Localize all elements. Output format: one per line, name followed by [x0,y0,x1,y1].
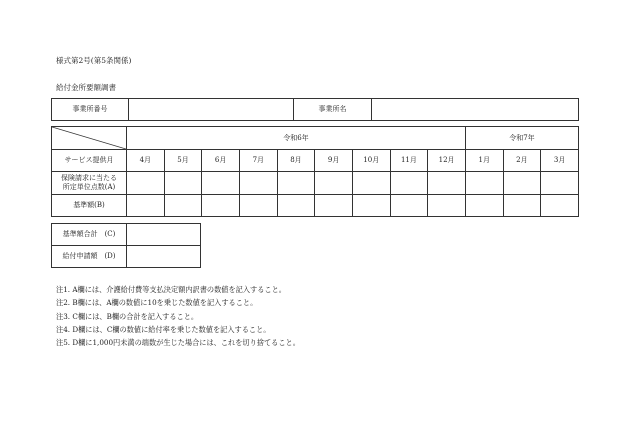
row-a-cell[interactable] [465,172,503,195]
note-item: 注1. A欄には、介護給付費等支払決定額内訳書の数値を記入すること。 [56,285,286,294]
row-b-cell[interactable] [541,195,579,217]
row-d-label: 給付申請額 (D) [52,246,127,268]
year-header-r6: 令和6年 [127,127,466,150]
row-a-label [52,172,127,195]
month-header: 1月 [465,150,503,172]
row-a-cell[interactable] [503,172,541,195]
row-b-cell[interactable] [465,195,503,217]
form-number: 様式第2号(第5条関係) [56,56,132,65]
row-b-cell[interactable] [164,195,202,217]
row-a-cell[interactable] [202,172,240,195]
diagonal-header-cell [52,127,127,150]
row-a-cell[interactable] [390,172,428,195]
row-a-cell[interactable] [428,172,466,195]
row-b-cell[interactable] [503,195,541,217]
row-a-label-line2: 所定単位点数(A) [62,183,116,191]
year-header-r7: 令和7年 [465,127,578,150]
row-a-cell[interactable] [541,172,579,195]
note-item: 注2. B欄には、A欄の数値に10を乗じた数値を記入すること。 [56,298,258,308]
month-header: 7月 [239,150,277,172]
note-item: 注3. C欄には、B欄の合計を記入すること。 [56,311,199,321]
month-header: 4月 [127,150,165,172]
row-a-cell[interactable] [315,172,353,195]
summary-table [51,223,201,268]
row-b-cell[interactable] [352,195,390,217]
document-title: 給付金所要額調書 [56,83,116,92]
note-item: 注4. D欄には、C欄の数値に給付率を乗じた数値を記入すること。 [56,324,271,334]
note-item: 注5. D欄に1,000円未満の端数が生じた場合には、これを切り捨てること。 [56,338,300,348]
row-a-label-line1: 保険請求に当たる [61,174,117,182]
row-b-cell[interactable] [202,195,240,217]
row-b-cell[interactable] [315,195,353,217]
month-header: 11月 [390,150,428,172]
row-d-cell[interactable] [127,246,201,268]
row-b-cell[interactable] [428,195,466,217]
row-c-label: 基準額合計 (C) [52,224,127,246]
row-a-cell[interactable] [127,172,165,195]
service-month-label: サービス提供月 [52,150,127,172]
month-header: 5月 [164,150,202,172]
office-number-label: 事業所番号 [52,99,129,121]
office-name-label: 事業所名 [294,99,372,121]
row-c-cell[interactable] [127,224,201,246]
notes-list [56,283,300,349]
row-b-cell[interactable] [127,195,165,217]
month-header: 10月 [352,150,390,172]
row-a-cell[interactable] [277,172,315,195]
office-number-field[interactable] [129,99,294,121]
row-a-cell[interactable] [352,172,390,195]
office-info-table [51,98,579,121]
row-b-cell[interactable] [390,195,428,217]
month-header: 6月 [202,150,240,172]
office-name-field[interactable] [372,99,579,121]
row-a-cell[interactable] [164,172,202,195]
month-header: 9月 [315,150,353,172]
month-header: 12月 [428,150,466,172]
row-b-cell[interactable] [277,195,315,217]
month-header: 8月 [277,150,315,172]
row-b-label: 基準額(B) [52,195,127,217]
month-header: 2月 [503,150,541,172]
row-b-cell[interactable] [239,195,277,217]
month-header: 3月 [541,150,579,172]
row-a-cell[interactable] [239,172,277,195]
monthly-amount-table [51,126,579,217]
diagonal-line [52,127,126,149]
